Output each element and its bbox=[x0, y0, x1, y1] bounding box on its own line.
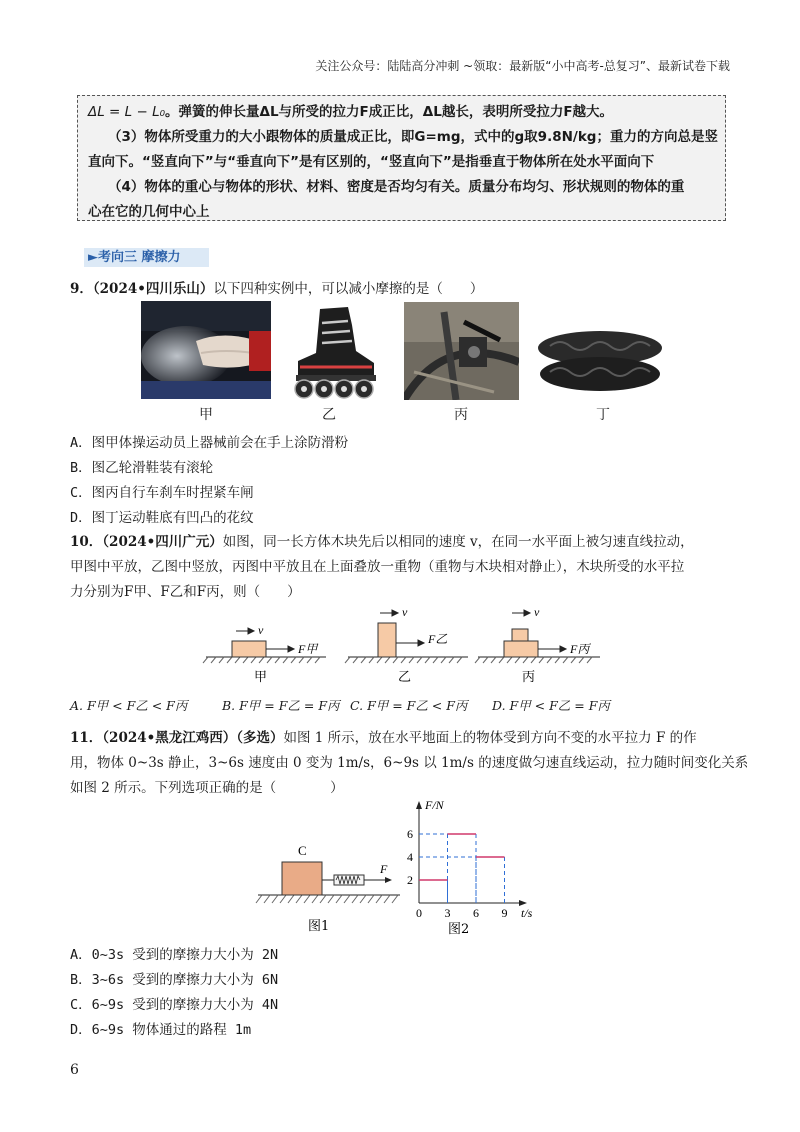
ft-x-tick-0: 0 bbox=[416, 906, 422, 920]
q9-caption-yi: 乙 bbox=[322, 407, 336, 423]
question-11-number: 11． bbox=[70, 730, 103, 746]
q9-caption-bing: 丙 bbox=[454, 407, 468, 423]
knowledge-box bbox=[77, 95, 726, 221]
q9-caption-ding: 丁 bbox=[596, 407, 610, 423]
q11-option-b: B．3~6s 受到的摩擦力大小为 6N bbox=[70, 972, 279, 988]
ft-x-tick-6: 6 bbox=[473, 906, 479, 920]
q10-option-b: B. F甲 = F乙 = F丙 bbox=[222, 698, 340, 713]
box-line-3: 直向下。“竖直向下”与“垂直向下”是有区别的，“竖直向下”是指垂直于物体所在处水平面向下 bbox=[88, 154, 655, 170]
question-11-source: （2024•黑龙江鸡西） bbox=[102, 730, 237, 746]
box-line-1-text: 。弹簧的伸长量ΔL与所受的拉力F成正比，ΔL越长，表明所受拉力F越大。 bbox=[165, 104, 614, 120]
q10-v-label-yi: v bbox=[402, 605, 408, 619]
q10-block-diagrams bbox=[200, 605, 610, 685]
q9-option-c: C．图丙自行车刹车时捏紧车闸 bbox=[70, 485, 254, 501]
question-10-text-1: 如图，同一长方体木块先后以相同的速度 v，在同一水平面上被匀速直线拉动， bbox=[222, 534, 694, 550]
ft-axes bbox=[416, 801, 527, 906]
q10-caption-bing: 丙 bbox=[522, 670, 536, 685]
question-10-line-3: 力分别为F甲、F乙和F丙，则（ ） bbox=[70, 584, 301, 600]
q9-option-a: A．图甲体操运动员上器械前会在手上涂防滑粉 bbox=[70, 435, 349, 451]
question-10-number: 10． bbox=[70, 534, 103, 550]
q10-caption-jia: 甲 bbox=[254, 670, 268, 685]
q10-v-label-jia: v bbox=[258, 623, 264, 637]
box-line-2: （3）物体所受重力的大小跟物体的质量成正比，即G=mg，式中的g取9.8N/kg；重力的方向总是竖 bbox=[108, 129, 718, 145]
section-title: ►考向三 摩擦力 bbox=[84, 248, 209, 267]
question-10-line-2: 甲图中平放，乙图中竖放，丙图中平放且在上面叠放一重物（重物与木块相对静止），木块所受的水平拉 bbox=[70, 559, 685, 575]
page-header: 关注公众号：陆陆高分冲刺 ~领取：最新版“小中高考-总复习”、最新试卷下载 bbox=[315, 59, 730, 73]
q9-option-b: B．图乙轮滑鞋装有滚轮 bbox=[70, 460, 214, 476]
question-9-stem bbox=[70, 277, 483, 297]
box-line-1 bbox=[88, 100, 613, 120]
photo-yi-inline-skate bbox=[286, 303, 381, 401]
box-line-5: 心在它的几何中心上 bbox=[88, 204, 210, 220]
q9-option-d: D．图丁运动鞋底有凹凸的花纹 bbox=[70, 510, 254, 526]
page-number: 6 bbox=[70, 1062, 79, 1078]
photo-jia-chalk-hands bbox=[141, 301, 271, 399]
q11-block-label: C bbox=[298, 843, 307, 858]
question-9-text: 以下四种实例中，可以减小摩擦的是（ ） bbox=[213, 281, 484, 297]
ft-x-tick-3: 3 bbox=[444, 906, 451, 920]
photo-bing-bike-brake bbox=[404, 302, 519, 400]
q10-caption-yi: 乙 bbox=[398, 670, 412, 685]
photo-ding-shoe-sole bbox=[535, 326, 665, 394]
delta-l-formula: ΔL = L − L₀ bbox=[88, 104, 165, 120]
q10-force-jia: F甲 bbox=[298, 642, 318, 656]
q10-option-d: D. F甲 < F乙 = F丙 bbox=[492, 698, 610, 713]
ft-x-tick-9: 9 bbox=[501, 906, 508, 920]
question-11-line-3: 如图 2 所示。下列选项正确的是（ ） bbox=[70, 780, 344, 796]
q10-force-yi: F乙 bbox=[428, 632, 448, 646]
ft-y-axis-label: F/N bbox=[425, 798, 444, 812]
q11-fig2-caption: 图2 bbox=[448, 922, 470, 937]
q11-option-d: D．6~9s 物体通过的路程 1m bbox=[70, 1022, 252, 1038]
q11-figure-1 bbox=[250, 840, 410, 940]
ft-x-ticks bbox=[416, 906, 508, 920]
q10-option-c: C. F甲 = F乙 < F丙 bbox=[350, 698, 468, 713]
question-11-line-1 bbox=[70, 726, 697, 746]
question-10-source: （2024•四川广元） bbox=[102, 534, 223, 550]
q11-option-a: A．0~3s 受到的摩擦力大小为 2N bbox=[70, 947, 279, 963]
ft-y-tick-2: 2 bbox=[407, 873, 413, 887]
q10-force-bing: F丙 bbox=[570, 642, 590, 656]
q9-caption-jia: 甲 bbox=[199, 407, 213, 423]
question-11-multi: （多选） bbox=[236, 730, 284, 746]
question-11-line-2: 用，物体 0~3s 静止，3~6s 速度由 0 变为 1m/s，6~9s 以 1m/s 的速度做匀速直线运动，拉力随时间变化关系 bbox=[70, 755, 749, 771]
q11-figure-2-ft-chart bbox=[405, 797, 555, 937]
q11-fig1-caption: 图1 bbox=[308, 919, 330, 934]
question-9-number: 9． bbox=[70, 281, 93, 297]
ft-y-tick-6: 6 bbox=[407, 827, 413, 841]
q11-option-c: C．6~9s 受到的摩擦力大小为 4N bbox=[70, 997, 279, 1013]
box-line-4: （4）物体的重心与物体的形状、材料、密度是否均匀有关。质量分布均匀、形状规则的物体的重 bbox=[108, 179, 685, 195]
q10-v-label-bing: v bbox=[534, 605, 540, 619]
ft-y-tick-4: 4 bbox=[407, 850, 413, 864]
question-9-source: （2024•四川乐山） bbox=[92, 281, 214, 297]
question-10-line-1 bbox=[70, 530, 694, 550]
ft-y-ticks bbox=[407, 827, 413, 887]
ft-x-axis-label: t/s bbox=[521, 906, 533, 920]
question-11-text-1: 如图 1 所示，放在水平地面上的物体受到方向不变的水平拉力 F 的作 bbox=[283, 730, 697, 746]
q10-option-a: A. F甲 < F乙 < F丙 bbox=[70, 698, 188, 713]
q11-force-label: F bbox=[380, 862, 388, 876]
ft-guides bbox=[419, 834, 505, 903]
